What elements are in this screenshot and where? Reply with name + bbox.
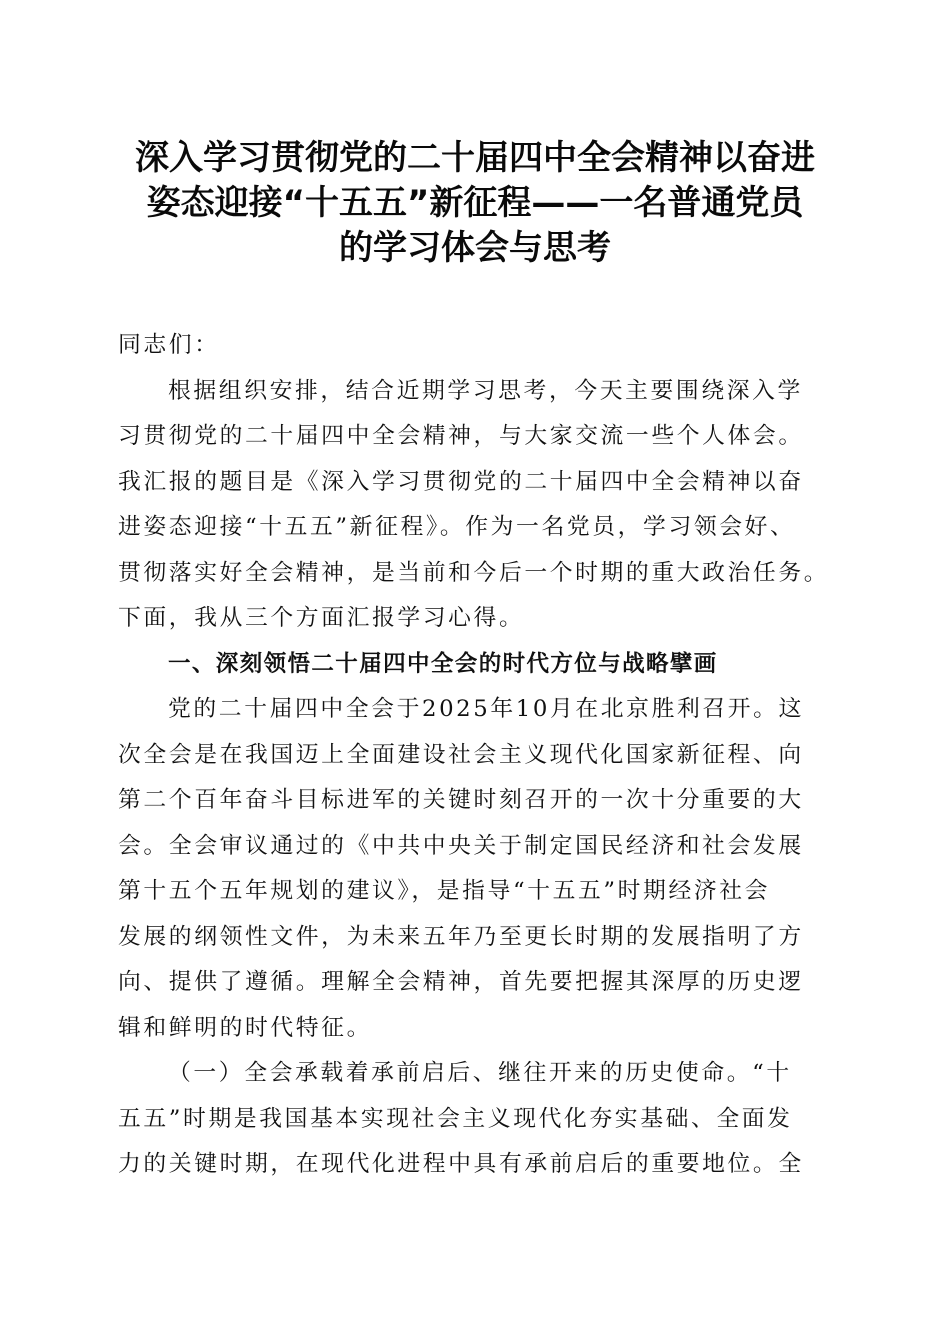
title-line: 深入学习贯彻党的二十届四中全会精神以奋进 xyxy=(135,138,815,178)
paragraph-line: 次全会是在我国迈上全面建设社会主义现代化国家新征程、向 xyxy=(118,741,804,768)
paragraph-line: 发展的纲领性文件，为未来五年乃至更长时期的发展指明了方 xyxy=(118,923,804,950)
title-line: 的学习体会与思考 xyxy=(339,228,611,268)
paragraph-line: 贯彻落实好全会精神，是当前和今后一个时期的重大政治任务。 xyxy=(118,559,830,586)
section-heading: 一、深刻领悟二十届四中全会的时代方位与战略擘画 xyxy=(168,650,718,677)
paragraph-line: 力的关键时期，在现代化进程中具有承前启后的重要地位。全 xyxy=(118,1151,804,1177)
document-body xyxy=(118,323,840,1188)
paragraph-line: 我汇报的题目是《深入学习贯彻党的二十届四中全会精神以奋 xyxy=(118,468,804,495)
title-line: 姿态迎接“十五五”新征程——一名普通党员 xyxy=(146,183,804,223)
paragraph-line: 向、提供了遵循。理解全会精神，首先要把握其深厚的历史逻 xyxy=(118,969,804,995)
document-title xyxy=(110,136,840,271)
paragraph-line: 第十五个五年规划的建议》，是指导“十五五”时期经济社会 xyxy=(118,878,771,904)
paragraph-line: 第二个百年奋斗目标进军的关键时刻召开的一次十分重要的大 xyxy=(118,787,804,813)
greeting: 同志们： xyxy=(118,332,220,358)
paragraph-line: 下面，我从三个方面汇报学习心得。 xyxy=(118,605,525,631)
paragraph-line: 党的二十届四中全会于2025年10月在北京胜利召开。这 xyxy=(168,696,804,722)
paragraph-line: 会。全会审议通过的《中共中央关于制定国民经济和社会发展 xyxy=(118,832,804,859)
subsection-line: （一）全会承载着承前启后、继往开来的历史使命。“十 xyxy=(168,1060,792,1086)
paragraph-line: 五五”时期是我国基本实现社会主义现代化夯实基础、全面发 xyxy=(118,1105,793,1132)
paragraph-line: 辑和鲜明的时代特征。 xyxy=(118,1014,372,1041)
paragraph-line: 根据组织安排，结合近期学习思考，今天主要围绕深入学 xyxy=(168,377,803,404)
paragraph-line: 进姿态迎接“十五五”新征程》。作为一名党员，学习领会好、 xyxy=(118,514,796,540)
paragraph-line: 习贯彻党的二十届四中全会精神，与大家交流一些个人体会。 xyxy=(118,423,804,449)
